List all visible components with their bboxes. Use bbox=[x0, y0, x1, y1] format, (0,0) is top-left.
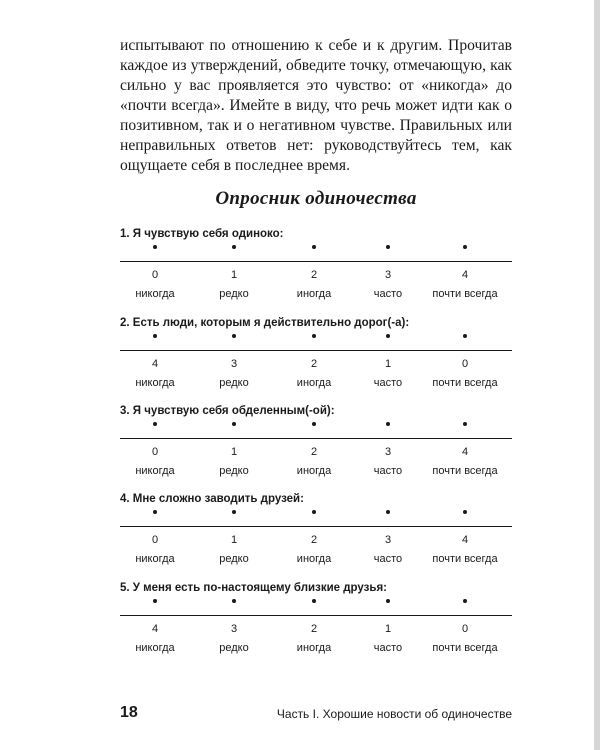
question-1 bbox=[120, 228, 512, 308]
frequency-label: часто bbox=[373, 642, 403, 654]
frequency-label: почти всегда bbox=[432, 377, 498, 389]
answer-dot[interactable] bbox=[312, 510, 316, 514]
answer-dot[interactable] bbox=[312, 334, 316, 338]
answer-dot[interactable] bbox=[312, 422, 316, 426]
score-value: 1 bbox=[230, 446, 238, 458]
answer-dot[interactable] bbox=[232, 422, 236, 426]
question-4 bbox=[120, 493, 512, 573]
scale-line bbox=[120, 526, 512, 527]
page-number: 18 bbox=[120, 704, 138, 721]
answer-dot[interactable] bbox=[232, 334, 236, 338]
score-value: 4 bbox=[151, 623, 159, 635]
answer-dot[interactable] bbox=[463, 334, 467, 338]
frequency-label: почти всегда bbox=[432, 642, 498, 654]
frequency-label: никогда bbox=[135, 377, 175, 389]
score-value: 1 bbox=[230, 269, 238, 281]
score-value: 4 bbox=[461, 534, 469, 546]
score-value: 4 bbox=[461, 446, 469, 458]
score-value: 2 bbox=[310, 534, 318, 546]
frequency-label: никогда bbox=[135, 553, 175, 565]
frequency-label: почти всегда bbox=[432, 553, 498, 565]
running-head: Часть I. Хорошие новости об одиночестве bbox=[276, 707, 512, 721]
frequency-label: иногда bbox=[296, 465, 332, 477]
score-value: 3 bbox=[384, 534, 392, 546]
score-value: 0 bbox=[461, 623, 469, 635]
frequency-label: редко bbox=[219, 642, 249, 654]
score-value: 4 bbox=[151, 358, 159, 370]
answer-dot[interactable] bbox=[153, 245, 157, 249]
frequency-label: никогда bbox=[135, 642, 175, 654]
answer-dot[interactable] bbox=[232, 599, 236, 603]
frequency-label: часто bbox=[373, 377, 403, 389]
scale-line bbox=[120, 615, 512, 616]
score-value: 0 bbox=[461, 358, 469, 370]
score-value: 3 bbox=[384, 269, 392, 281]
frequency-label: часто bbox=[373, 288, 403, 300]
answer-dot[interactable] bbox=[386, 599, 390, 603]
answer-dot[interactable] bbox=[153, 334, 157, 338]
frequency-label: редко bbox=[219, 288, 249, 300]
scale-line bbox=[120, 350, 512, 351]
answer-dot[interactable] bbox=[312, 599, 316, 603]
question-label: 2. Есть люди, которым я действительно дорог(-а): bbox=[120, 317, 410, 329]
score-value: 0 bbox=[151, 534, 159, 546]
frequency-label: часто bbox=[373, 553, 403, 565]
page-footer bbox=[120, 704, 512, 724]
frequency-label: почти всегда bbox=[432, 465, 498, 477]
score-value: 1 bbox=[230, 534, 238, 546]
answer-dot[interactable] bbox=[463, 599, 467, 603]
frequency-label: никогда bbox=[135, 288, 175, 300]
score-value: 4 bbox=[461, 269, 469, 281]
answer-dot[interactable] bbox=[386, 422, 390, 426]
answer-dot[interactable] bbox=[312, 245, 316, 249]
answer-dot[interactable] bbox=[232, 245, 236, 249]
frequency-label: иногда bbox=[296, 288, 332, 300]
scale-line bbox=[120, 438, 512, 439]
question-label: 1. Я чувствую себя одиноко: bbox=[120, 228, 284, 240]
score-value: 0 bbox=[151, 446, 159, 458]
frequency-label: никогда bbox=[135, 465, 175, 477]
answer-dot[interactable] bbox=[232, 510, 236, 514]
answer-dot[interactable] bbox=[153, 599, 157, 603]
answer-dot[interactable] bbox=[463, 422, 467, 426]
answer-dot[interactable] bbox=[386, 245, 390, 249]
question-label: 5. У меня есть по-настоящему близкие друзья: bbox=[120, 582, 387, 594]
answer-dot[interactable] bbox=[153, 422, 157, 426]
score-value: 2 bbox=[310, 623, 318, 635]
questionnaire-title: Опросник одиночества bbox=[215, 188, 417, 209]
score-value: 1 bbox=[384, 358, 392, 370]
answer-dot[interactable] bbox=[463, 245, 467, 249]
frequency-label: почти всегда bbox=[432, 288, 498, 300]
frequency-label: редко bbox=[219, 465, 249, 477]
frequency-label: иногда bbox=[296, 377, 332, 389]
intro-paragraph bbox=[120, 36, 512, 176]
frequency-label: часто bbox=[373, 465, 403, 477]
score-value: 2 bbox=[310, 446, 318, 458]
question-5 bbox=[120, 582, 512, 662]
question-label: 3. Я чувствую себя обделенным(-ой): bbox=[120, 405, 335, 417]
answer-dot[interactable] bbox=[386, 334, 390, 338]
score-value: 2 bbox=[310, 269, 318, 281]
frequency-label: иногда bbox=[296, 642, 332, 654]
frequency-label: редко bbox=[219, 377, 249, 389]
score-value: 3 bbox=[384, 446, 392, 458]
answer-dot[interactable] bbox=[386, 510, 390, 514]
intro-text: испытывают по отношению к себе и к другим. Прочитав каждое из утверждений, обведите точку, отмечающую, как сильно у вас проявляется это чувство: от «никогда» до «почти всегда». Имейте в виду, что речь может идти как о позитивном, так и о негативном чувстве. Правильных или неправильных ответов нет: руководствуйтесь тем, как ощущаете себя в последнее время. bbox=[120, 37, 512, 174]
question-2 bbox=[120, 317, 512, 397]
score-value: 0 bbox=[151, 269, 159, 281]
answer-dot[interactable] bbox=[153, 510, 157, 514]
score-value: 3 bbox=[230, 358, 238, 370]
answer-dot[interactable] bbox=[463, 510, 467, 514]
frequency-label: иногда bbox=[296, 553, 332, 565]
score-value: 3 bbox=[230, 623, 238, 635]
question-label: 4. Мне сложно заводить друзей: bbox=[120, 493, 304, 505]
score-value: 1 bbox=[384, 623, 392, 635]
frequency-label: редко bbox=[219, 553, 249, 565]
question-3 bbox=[120, 405, 512, 485]
page-edge bbox=[594, 0, 600, 750]
scale-line bbox=[120, 261, 512, 262]
score-value: 2 bbox=[310, 358, 318, 370]
